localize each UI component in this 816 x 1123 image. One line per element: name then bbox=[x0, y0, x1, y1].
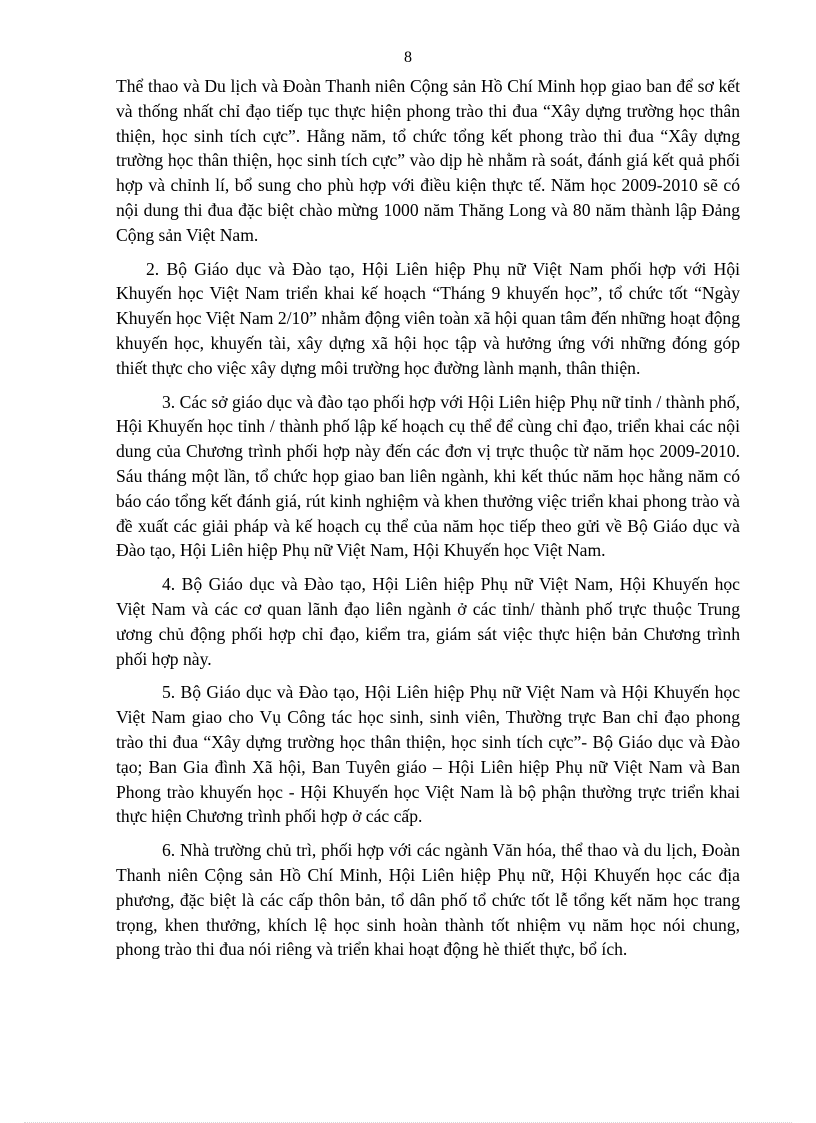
paragraph-item-5: 5. Bộ Giáo dục và Đào tạo, Hội Liên hiệp Phụ nữ Việt Nam và Hội Khuyến học Việt Nam giao cho Vụ Công tác học sinh, sinh viên, Thường trực Ban chỉ đạo phong trào thi đua “Xây dựng trường học thân thiện, học sinh tích cực”- Bộ Giáo dục và Đào tạo; Ban Gia đình Xã hội, Ban Tuyên giáo – Hội Liên hiệp Phụ nữ Việt Nam và Ban Phong trào khuyến học - Hội Khuyến học Việt Nam là bộ phận thường trực triển khai thực hiện Chương trình phối hợp ở các cấp. bbox=[116, 682, 740, 827]
paragraph-item-4: 4. Bộ Giáo dục và Đào tạo, Hội Liên hiệp Phụ nữ Việt Nam, Hội Khuyến học Việt Nam và các cơ quan lãnh đạo liên ngành ở các tỉnh/ thành phố trực thuộc Trung ương chủ động phối hợp chỉ đạo, kiểm tra, giám sát việc thực hiện bản Chương trình phối hợp này. bbox=[116, 574, 740, 669]
paragraph-continued: Thể thao và Du lịch và Đoàn Thanh niên Cộng sản Hồ Chí Minh họp giao ban để sơ kết và thống nhất chỉ đạo tiếp tục thực hiện phong trào thi đua “Xây dựng trường học thân thiện, học sinh tích cực”. Hằng năm, tổ chức tổng kết phong trào thi đua “Xây dựng trường học thân thiện, học sinh tích cực” vào dịp hè nhằm rà soát, đánh giá kết quả phối hợp và chỉnh lí, bổ sung cho phù hợp với điều kiện thực tế. Năm học 2009-2010 sẽ có nội dung thi đua đặc biệt chào mừng 1000 năm Thăng Long và 80 năm thành lập Đảng Cộng sản Việt Nam. bbox=[116, 76, 740, 245]
document-body bbox=[116, 74, 740, 971]
paragraph-item-3: 3. Các sở giáo dục và đào tạo phối hợp với Hội Liên hiệp Phụ nữ tỉnh / thành phố, Hội Khuyến học tỉnh / thành phố lập kế hoạch cụ thể để cùng chỉ đạo, triển khai các nội dung của Chương trình phối hợp này đến các đơn vị trực thuộc từ năm học 2009-2010. Sáu tháng một lần, tổ chức họp giao ban liên ngành, khi kết thúc năm học hằng năm có báo cáo tổng kết đánh giá, rút kinh nghiệm và khen thưởng việc triển khai phong trào và đề xuất các giải pháp và kế hoạch cụ thể của năm học tiếp theo gửi về Bộ Giáo dục và Đào tạo, Hội Liên hiệp Phụ nữ Việt Nam, Hội Khuyến học Việt Nam. bbox=[116, 391, 740, 561]
paragraph-item-2: 2. Bộ Giáo dục và Đào tạo, Hội Liên hiệp Phụ nữ Việt Nam phối hợp với Hội Khuyến học Việt Nam triển khai kế hoạch “Tháng 9 khuyến học”, tổ chức tốt “Ngày Khuyến học Việt Nam 2/10” nhằm động viên toàn xã hội quan tâm đến những hoạt động khuyến học, khuyến tài, xây dựng xã hội học tập và hưởng ứng với những đóng góp thiết thực cho việc xây dựng môi trường học đường lành mạnh, thân thiện. bbox=[116, 258, 740, 378]
page-number: 8 bbox=[404, 49, 412, 66]
paragraph-item-6: 6. Nhà trường chủ trì, phối hợp với các ngành Văn hóa, thể thao và du lịch, Đoàn Thanh niên Cộng sản Hồ Chí Minh, Hội Liên hiệp Phụ nữ, Hội Khuyến học các địa phương, đặc biệt là các cấp thôn bản, tổ dân phố tổ chức tốt lễ tổng kết năm học trang trọng, khen thưởng, khích lệ học sinh hoàn thành tốt nhiệm vụ năm học nói chung, phong trào thi đua nói riêng và triển khai hoạt động hè thiết thực, bổ ích. bbox=[116, 840, 740, 960]
